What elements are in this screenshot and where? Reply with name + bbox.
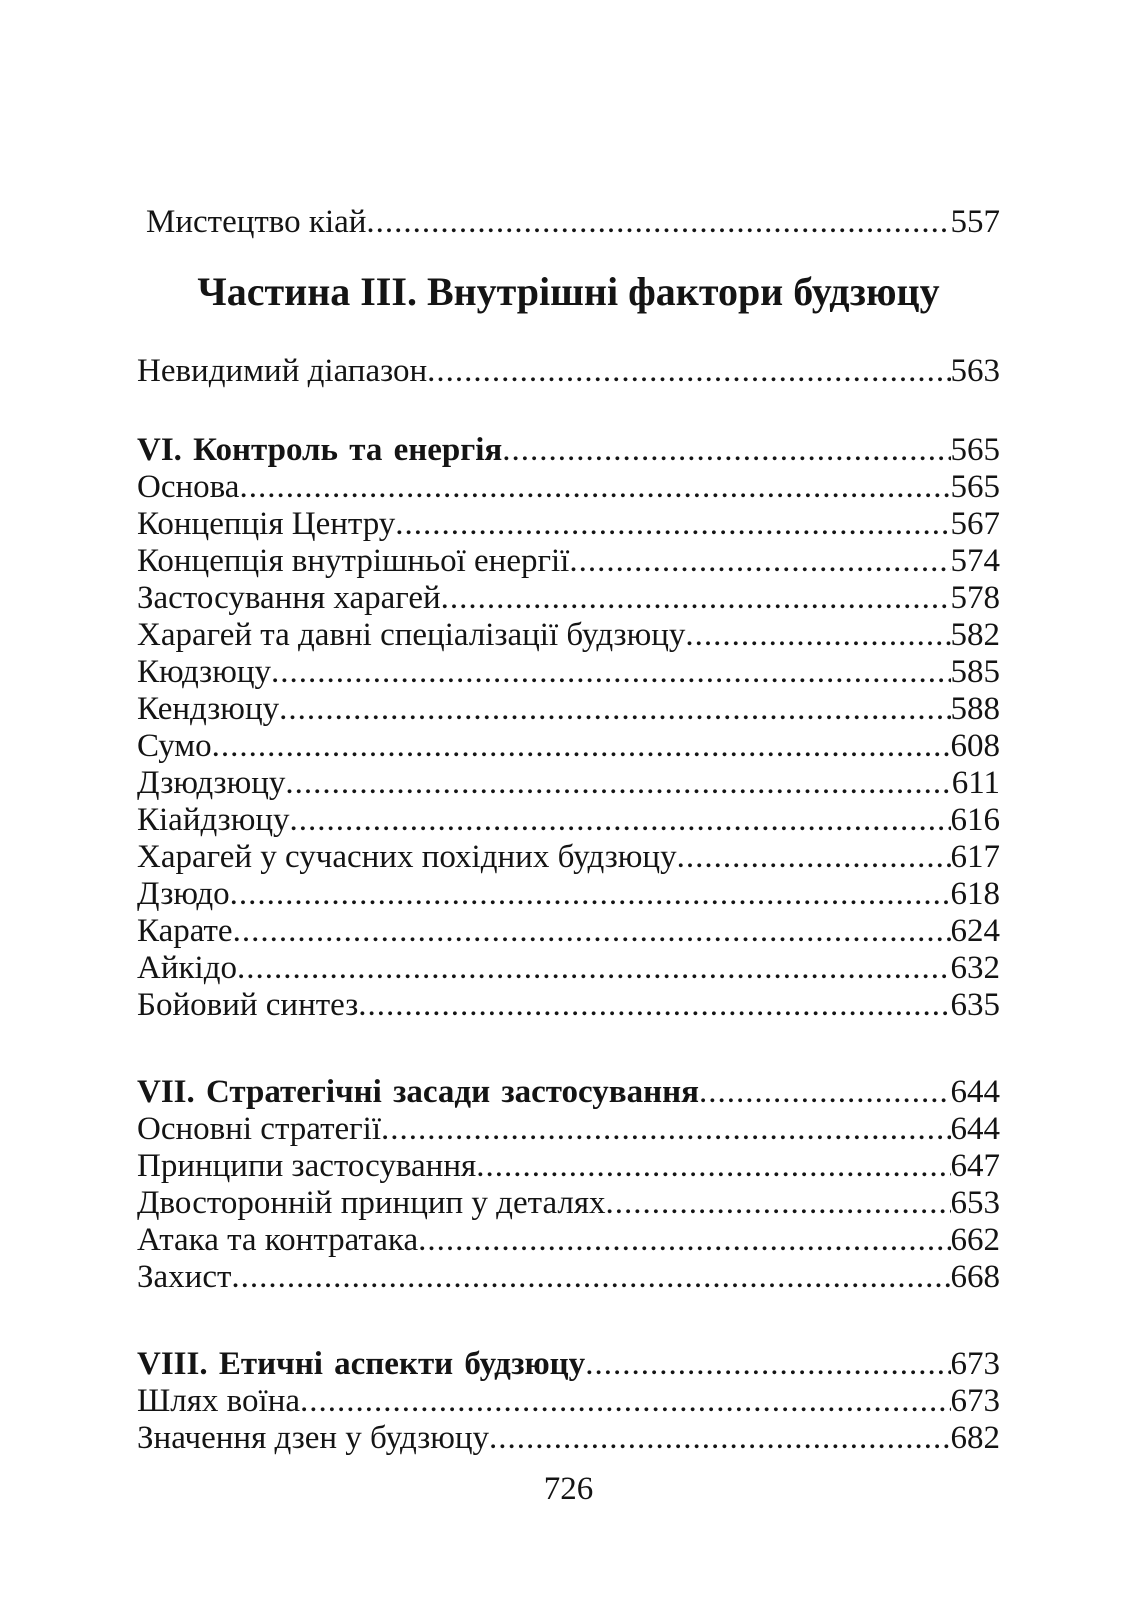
dot-leader xyxy=(395,506,950,543)
toc-entry-label: Кіайдзюцу xyxy=(137,802,290,838)
toc-row xyxy=(137,950,1000,987)
toc-row xyxy=(137,913,1000,950)
toc-entry-page: 616 xyxy=(950,802,1000,838)
toc-entry-page: 662 xyxy=(950,1222,1000,1258)
toc-row xyxy=(137,691,1000,728)
toc-entry-label: Захист xyxy=(137,1259,232,1295)
dot-leader xyxy=(230,876,951,913)
toc-entry-page: 565 xyxy=(950,432,1000,468)
toc-entry-page: 585 xyxy=(950,654,1000,690)
dot-leader xyxy=(300,1383,950,1420)
toc-entry-page: 682 xyxy=(950,1420,1000,1456)
toc-row xyxy=(137,765,1000,802)
dot-leader xyxy=(677,839,951,876)
toc-entry-label: Атака та контратака xyxy=(137,1222,419,1258)
dot-leader xyxy=(381,1111,950,1148)
toc-row-section xyxy=(137,1074,1000,1111)
dot-leader xyxy=(290,802,951,839)
toc-entry-label: Харагей у сучасних похідних будзюцу xyxy=(137,839,677,875)
toc-entry-label: Айкідо xyxy=(137,950,237,986)
toc-entry-label: Основа xyxy=(137,469,240,505)
dot-leader xyxy=(285,765,951,802)
toc-row xyxy=(137,987,1000,1024)
toc-entry-page: 624 xyxy=(950,913,1000,949)
toc-entry-label: VII. Стратегічні засади застосування xyxy=(137,1074,699,1110)
toc-entry-label: Невидимий діапазон xyxy=(137,353,428,389)
toc-entry-page: 563 xyxy=(950,353,1000,389)
toc-row xyxy=(137,1420,1000,1457)
toc-entry-page: 618 xyxy=(950,876,1000,912)
toc-entry-label: Мистецтво кіай xyxy=(146,204,367,240)
dot-leader xyxy=(358,987,950,1024)
dot-leader xyxy=(427,353,950,390)
toc-entry-label: Шлях воїна xyxy=(137,1383,301,1419)
dot-leader xyxy=(239,469,950,506)
toc-row xyxy=(137,506,1000,543)
toc-row xyxy=(137,1185,1000,1222)
toc-entry-page: 617 xyxy=(950,839,1000,875)
dot-leader xyxy=(476,1148,950,1185)
toc-row xyxy=(137,1259,1000,1296)
toc-entry-label: VI. Контроль та енергія xyxy=(137,432,503,468)
toc-entry-label: Застосування харагей xyxy=(137,580,441,616)
toc-entry-page: 611 xyxy=(951,765,1000,801)
toc-entry-page: 608 xyxy=(950,728,1000,764)
dot-leader xyxy=(233,913,951,950)
toc-row xyxy=(137,654,1000,691)
toc-entry-label: Дзюдзюцу xyxy=(137,765,286,801)
dot-leader xyxy=(585,1346,950,1383)
dot-leader xyxy=(606,1185,951,1222)
toc-entry-label: Основні стратегії xyxy=(137,1111,382,1147)
toc-row xyxy=(137,802,1000,839)
dot-leader xyxy=(699,1074,951,1111)
toc-row xyxy=(137,1111,1000,1148)
dot-leader xyxy=(279,691,950,728)
toc-row xyxy=(137,580,1000,617)
section-gap xyxy=(137,390,1000,432)
toc-entry-label: Кендзюцу xyxy=(137,691,280,727)
section-gap xyxy=(137,1024,1000,1074)
dot-leader xyxy=(237,950,951,987)
toc-entry-page: 557 xyxy=(950,204,1000,240)
dot-leader xyxy=(271,654,950,691)
toc-row-section xyxy=(137,432,1000,469)
toc-row xyxy=(137,839,1000,876)
toc-row xyxy=(137,876,1000,913)
toc-entry-label: Карате xyxy=(137,913,233,949)
toc-entry-label: VIII. Етичні аспекти будзюцу xyxy=(137,1346,586,1382)
toc-entry-label: Двосторонній принцип у деталях xyxy=(137,1185,606,1221)
dot-leader xyxy=(231,1259,950,1296)
toc-entry-label: Сумо xyxy=(137,728,212,764)
toc-entry-page: 668 xyxy=(950,1259,1000,1295)
toc-row xyxy=(137,543,1000,580)
toc-entry-page: 673 xyxy=(950,1346,1000,1382)
toc-entry-label: Харагей та давні спеціалізації будзюцу xyxy=(137,617,686,653)
toc-entry-label: Принципи застосування xyxy=(137,1148,477,1184)
toc-entry-page: 647 xyxy=(950,1148,1000,1184)
toc-entry-label: Значення дзен у будзюцу xyxy=(137,1420,490,1456)
toc-row-section xyxy=(137,1346,1000,1383)
dot-leader xyxy=(502,432,950,469)
toc-row xyxy=(137,617,1000,654)
toc-entry-page: 574 xyxy=(950,543,1000,579)
dot-leader xyxy=(418,1222,950,1259)
toc-entry-page: 632 xyxy=(950,950,1000,986)
toc-entry-page: 582 xyxy=(950,617,1000,653)
toc-row xyxy=(137,728,1000,765)
toc-entry-page: 567 xyxy=(950,506,1000,542)
toc-entry-page: 653 xyxy=(950,1185,1000,1221)
dot-leader xyxy=(212,728,951,765)
toc-entry-page: 644 xyxy=(950,1074,1000,1110)
toc-entry-label: Дзюдо xyxy=(137,876,230,912)
toc-entry-page: 565 xyxy=(950,469,1000,505)
folio-page-number: 726 xyxy=(543,1471,594,1507)
dot-leader xyxy=(441,580,951,617)
toc-entry-label: Концепція внутрішньої енергії xyxy=(137,543,570,579)
toc-entry-page: 588 xyxy=(950,691,1000,727)
dot-leader xyxy=(366,204,950,241)
dot-leader xyxy=(489,1420,950,1457)
toc-entry-label: Концепція Центру xyxy=(137,506,396,542)
toc-row xyxy=(137,1222,1000,1259)
toc-row xyxy=(137,204,1000,241)
section-gap xyxy=(137,1296,1000,1346)
toc-entry-label: Бойовий синтез xyxy=(137,987,359,1023)
part-heading: Частина III. Внутрішні фактори будзюцу xyxy=(197,269,940,314)
dot-leader xyxy=(569,543,950,580)
toc-row xyxy=(137,353,1000,390)
toc-entry-page: 673 xyxy=(950,1383,1000,1419)
toc-entry-label: Кюдзюцу xyxy=(137,654,272,690)
toc-entry-page: 578 xyxy=(950,580,1000,616)
toc-row xyxy=(137,1383,1000,1420)
toc-entry-page: 635 xyxy=(950,987,1000,1023)
toc-row xyxy=(137,1148,1000,1185)
toc-entry-page: 644 xyxy=(950,1111,1000,1147)
dot-leader xyxy=(685,617,950,654)
toc-row xyxy=(137,469,1000,506)
